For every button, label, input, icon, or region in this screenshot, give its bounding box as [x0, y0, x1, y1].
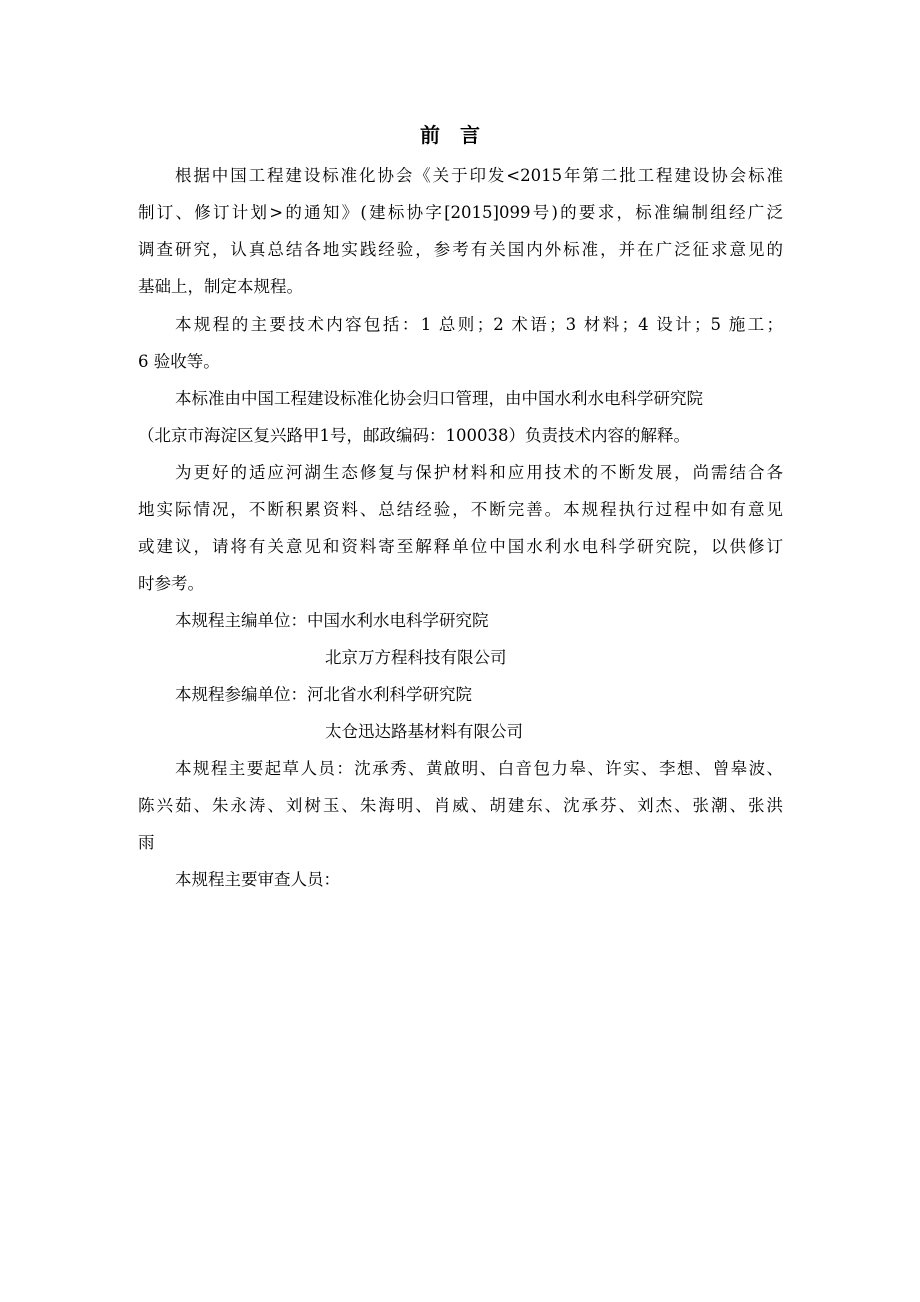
paragraph-2-line-1: 本规程的主要技术内容包括：1 总则；2 术语；3 材料；4 设计；5 施工；: [175, 315, 783, 334]
paragraph-1-line-2: 制订、修订计划>的通知》(建标协字[2015]099号)的要求，标准编制组经广泛: [138, 203, 783, 222]
chief-editor-unit-2: 北京万方程科技有限公司: [325, 648, 507, 667]
chief-editor-unit-1: 本规程主编单位：中国水利水电科学研究院: [175, 611, 489, 630]
reviewers-line: 本规程主要审查人员：: [175, 870, 340, 889]
paragraph-3-line-1: 本标准由中国工程建设标准化协会归口管理，由中国水利水电科学研究院: [175, 389, 703, 408]
paragraph-4-line-1: 为更好的适应河湖生态修复与保护材料和应用技术的不断发展，尚需结合各: [175, 463, 783, 482]
participating-unit-2: 太仓迅达路基材料有限公司: [325, 722, 523, 741]
paragraph-1-line-1: 根据中国工程建设标准化协会《关于印发<2015年第二批工程建设协会标准: [175, 166, 783, 185]
paragraph-3-line-2: （北京市海淀区复兴路甲1号，邮政编码：100038）负责技术内容的解释。: [138, 426, 690, 445]
drafters-line-1: 本规程主要起草人员：沈承秀、黄啟明、白音包力皋、许实、李想、曾皋波、: [175, 759, 783, 778]
paragraph-1-line-4: 基础上，制定本规程。: [138, 277, 303, 296]
paragraph-4-line-2: 地实际情况，不断积累资料、总结经验，不断完善。本规程执行过程中如有意见: [138, 500, 783, 519]
paragraph-1-line-3: 调查研究，认真总结各地实践经验，参考有关国内外标准，并在广泛征求意见的: [138, 240, 783, 259]
paragraph-2-line-2: 6 验收等。: [138, 352, 220, 371]
paragraph-4-line-3: 或建议，请将有关意见和资料寄至解释单位中国水利水电科学研究院，以供修订: [138, 537, 783, 556]
page-title: 前言: [420, 123, 500, 147]
drafters-line-3: 雨: [138, 833, 155, 852]
paragraph-4-line-4: 时参考。: [138, 574, 204, 593]
participating-unit-1: 本规程参编单位：河北省水利科学研究院: [175, 685, 472, 704]
drafters-line-2: 陈兴茹、朱永涛、刘树玉、朱海明、肖威、胡建东、沈承芬、刘杰、张潮、张洪: [138, 796, 783, 815]
